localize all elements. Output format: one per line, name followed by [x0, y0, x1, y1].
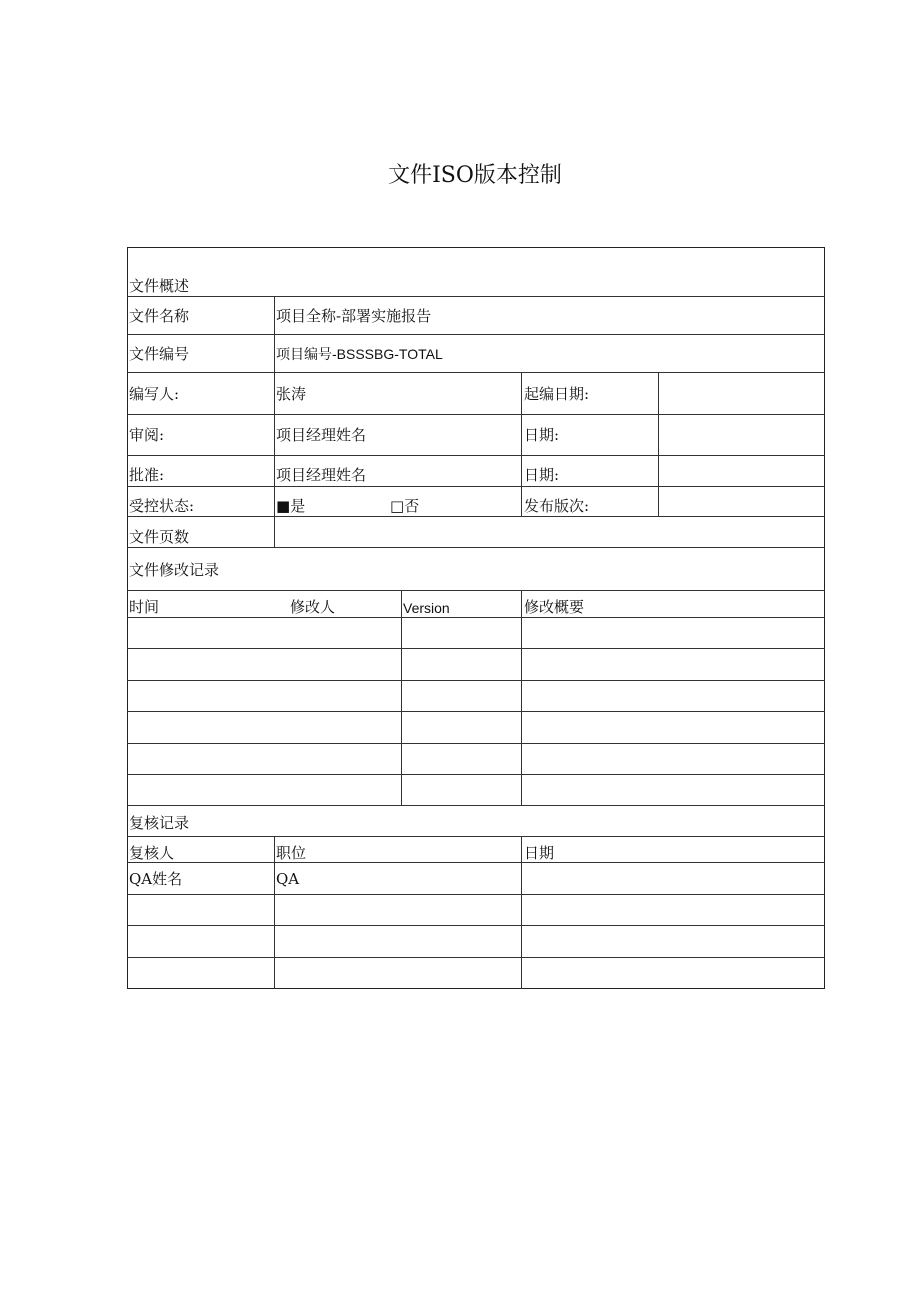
- doc-number-value: 项目编号-BSSSBG-TOTAL: [276, 346, 443, 362]
- revision-header-time: 时间: [129, 598, 160, 616]
- review-header-reviewer: 复核人: [129, 844, 175, 862]
- rule: [127, 680, 825, 681]
- version-control-table: [127, 247, 825, 989]
- rule: [127, 774, 825, 775]
- revision-header-editor: 修改人: [290, 598, 336, 616]
- controlled-yes-option[interactable]: [276, 497, 305, 515]
- review-date-label: 日期:: [524, 426, 560, 444]
- rule: [127, 894, 825, 895]
- release-label: 发布版次:: [524, 497, 590, 515]
- rule: [127, 486, 825, 487]
- rule: [127, 648, 825, 649]
- approve-value: 项目经理姓名: [276, 466, 367, 484]
- rule: [274, 296, 275, 548]
- start-date-label: 起编日期:: [524, 385, 590, 403]
- approve-date-label: 日期:: [524, 466, 560, 484]
- rule: [127, 590, 825, 591]
- rule: [127, 711, 825, 712]
- pages-label: 文件页数: [129, 528, 190, 546]
- review-value: 项目经理姓名: [276, 426, 367, 444]
- rule: [401, 590, 402, 806]
- author-label: 编写人:: [129, 385, 180, 403]
- checked-box-icon: ■: [276, 497, 291, 515]
- rule: [127, 836, 825, 837]
- rule: [658, 372, 659, 517]
- rule: [127, 805, 825, 806]
- section-label-reviews: 复核记录: [129, 814, 190, 832]
- rule: [127, 617, 825, 618]
- rule: [127, 547, 825, 548]
- review-header-position: 职位: [276, 844, 307, 862]
- rule: [127, 862, 825, 863]
- rule: [127, 296, 825, 297]
- doc-name-label: 文件名称: [129, 307, 190, 325]
- rule: [521, 836, 522, 989]
- rule: [127, 743, 825, 744]
- review-label: 审阅:: [129, 426, 165, 444]
- rule: [127, 455, 825, 456]
- page-title: 文件ISO版本控制: [388, 163, 562, 188]
- section-label-overview: 文件概述: [129, 277, 190, 295]
- rule: [127, 414, 825, 415]
- review-header-date: 日期: [524, 844, 555, 862]
- rule: [127, 334, 825, 335]
- rule: [127, 516, 825, 517]
- doc-number-label: 文件编号: [129, 345, 190, 363]
- controlled-yes-label: 是: [290, 497, 306, 515]
- controlled-label: 受控状态:: [129, 497, 195, 515]
- rule: [521, 372, 522, 517]
- review-row-name: QA姓名: [129, 870, 183, 888]
- controlled-no-label: 否: [404, 497, 420, 515]
- approve-label: 批准:: [129, 466, 165, 484]
- rule: [274, 836, 275, 989]
- rule: [127, 957, 825, 958]
- section-label-revisions: 文件修改记录: [129, 561, 220, 579]
- doc-name-value: 项目全称-部署实施报告: [276, 307, 432, 325]
- review-row-position: QA: [276, 870, 300, 888]
- rule: [127, 372, 825, 373]
- author-value: 张涛: [276, 385, 307, 403]
- rule: [127, 925, 825, 926]
- controlled-no-option[interactable]: [390, 497, 419, 515]
- unchecked-box-icon: □: [390, 497, 405, 515]
- rule: [521, 590, 522, 806]
- revision-header-version: Version: [403, 600, 450, 616]
- revision-header-summary: 修改概要: [524, 598, 585, 616]
